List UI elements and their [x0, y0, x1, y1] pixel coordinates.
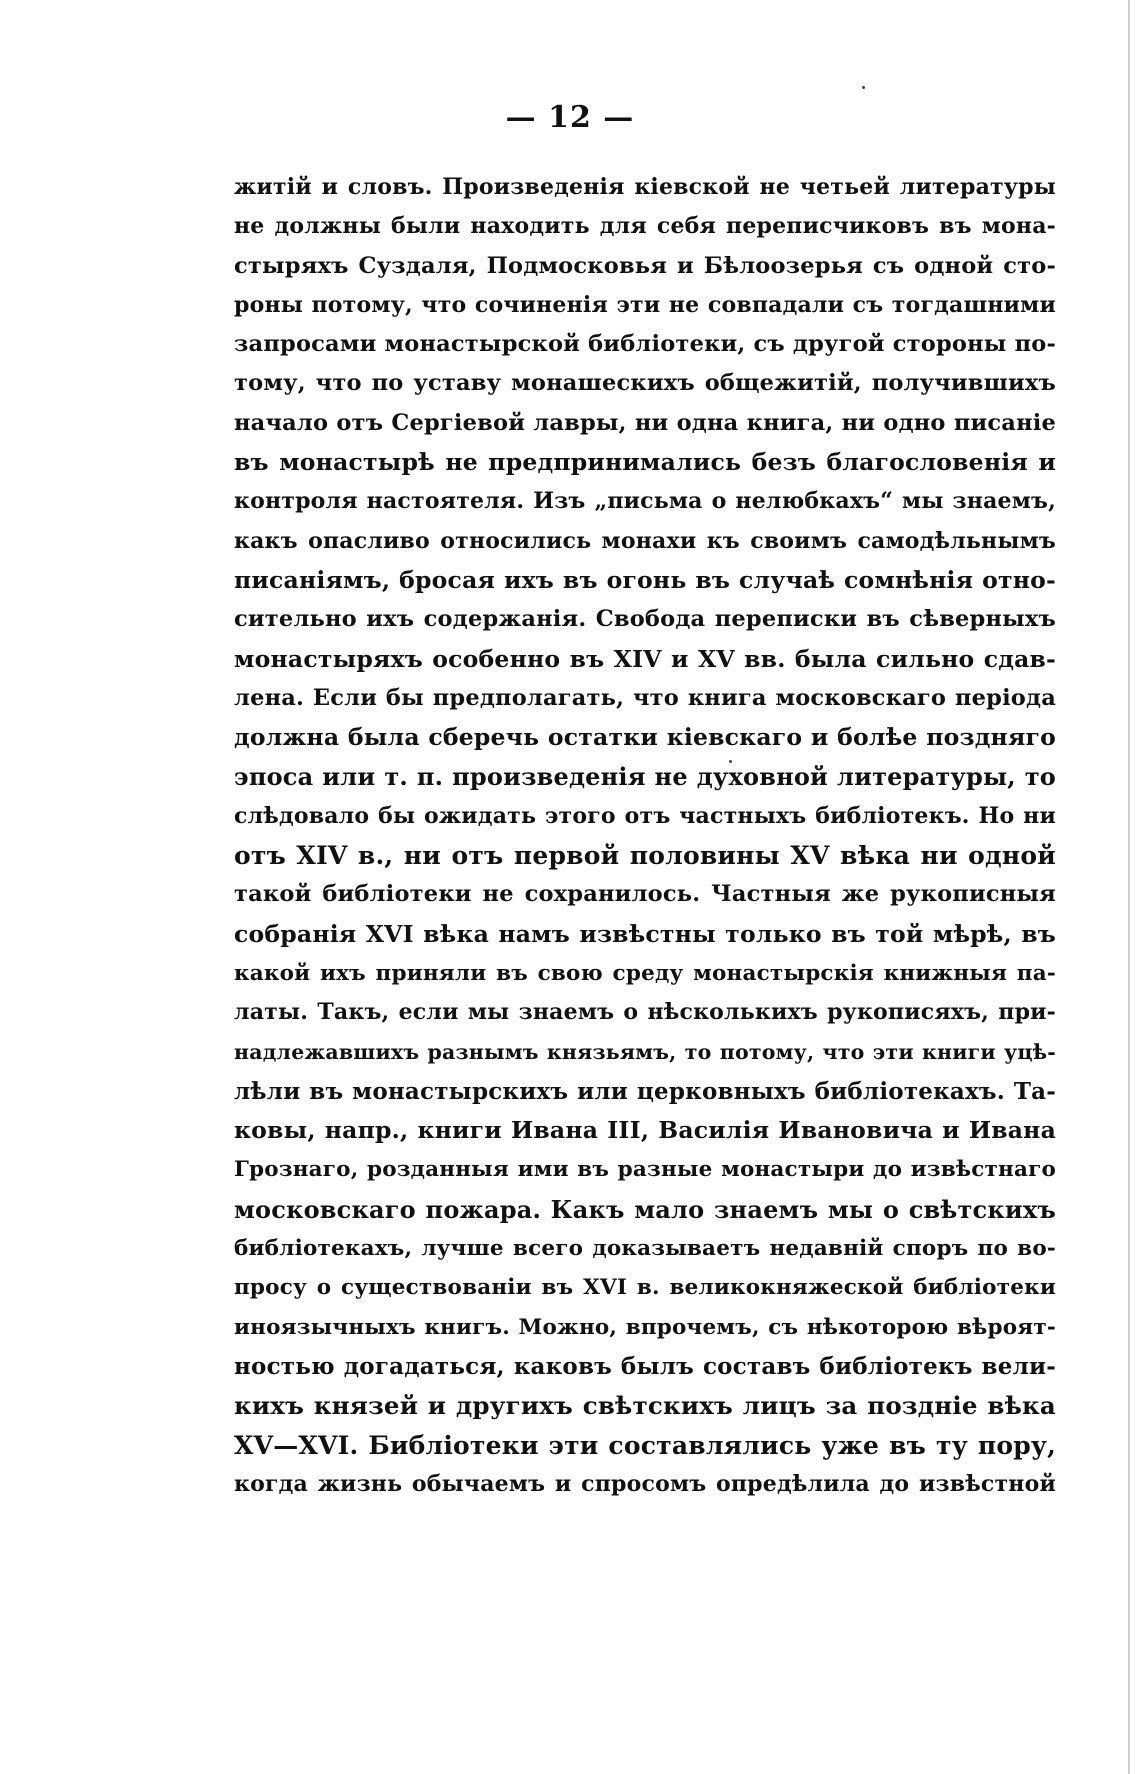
text-line: лена. Если бы предполагать, что книга московскаго періода — [234, 684, 1056, 711]
text-line: когда жизнь обычаемъ и спросомъ опредѣлила до извѣстной — [234, 1470, 1056, 1497]
text-line: московскаго пожара. Какъ мало знаемъ мы о свѣтскихъ — [234, 1194, 1056, 1224]
text-line: тому, что по уставу монашескихъ общежитій, получившихъ — [234, 370, 1056, 397]
text-line: слѣдовало бы ожидать этого отъ частныхъ библіотекъ. Но ни — [234, 802, 1056, 829]
text-line: Грознаго, розданныя ими въ разные монастыри до извѣстнаго — [234, 1157, 1056, 1183]
text-line: ковы, напр., книги Ивана III, Василія Ивановича и Ивана — [234, 1116, 1056, 1145]
text-line: такой библіотеки не сохранилось. Частныя же рукописныя — [234, 881, 1056, 908]
body-text — [234, 168, 1056, 1504]
text-line: сительно ихъ содержанія. Свобода переписки въ сѣверныхъ — [234, 606, 1056, 633]
text-line: XV—XVI. Библіотеки эти составлялись уже въ ту пору, — [234, 1430, 1056, 1460]
text-line: кихъ князей и другихъ свѣтскихъ лицъ за поздніе вѣка — [234, 1391, 1056, 1421]
text-line: латы. Такъ, если мы знаемъ о нѣсколькихъ рукописяхъ, при- — [234, 999, 1056, 1026]
text-line: начало отъ Сергіевой лавры, ни одна книга, ни одно писаніе — [234, 409, 1056, 436]
text-line: лѣли въ монастырскихъ или церковныхъ библіотекахъ. Та- — [234, 1077, 1056, 1105]
text-line: должна была сберечь остатки кіевскаго и болѣе поздняго — [234, 723, 1056, 752]
text-line: стыряхъ Суздаля, Подмосковья и Бѣлоозерья съ одной сто- — [234, 252, 1056, 279]
text-line: ностью догадаться, каковъ былъ составъ библіотекъ вели- — [234, 1352, 1056, 1380]
scan-speck — [862, 86, 865, 89]
text-line: просу о существованіи въ XVI в. великокняжеской библіотеки — [234, 1275, 1056, 1301]
text-line: отъ XIV в., ни отъ первой половины XV вѣка ни одной — [234, 841, 1056, 871]
scan-edge-line — [1128, 0, 1130, 1774]
text-line: писаніямъ, бросая ихъ въ огонь въ случаѣ сомнѣнія отно- — [234, 565, 1056, 594]
text-line: эпоса или т. п. произведенія не духовной литературы, то — [234, 762, 1056, 792]
text-line: библіотекахъ, лучше всего доказываетъ недавній споръ по во- — [234, 1236, 1056, 1262]
page-number: — 12 — — [505, 100, 635, 135]
text-line: роны потому, что сочиненія эти не совпадали съ тогдашними — [234, 291, 1056, 318]
text-line: запросами монастырской библіотеки, съ другой стороны по- — [234, 331, 1056, 358]
text-line: какой ихъ приняли въ свою среду монастырскія книжныя па- — [234, 960, 1056, 986]
text-line: собранія XVI вѣка намъ извѣстны только въ той мѣрѣ, въ — [234, 919, 1056, 948]
text-line: монастыряхъ особенно въ XIV и XV вв. была сильно сдав- — [234, 644, 1056, 673]
text-line: контроля настоятеля. Изъ „письма о нелюбкахъ“ мы знаемъ, — [234, 488, 1056, 515]
text-line: не должны были находить для себя переписчиковъ въ мона- — [234, 213, 1056, 240]
text-line: какъ опасливо относились монахи къ своимъ самодѣльнымъ — [234, 527, 1056, 554]
text-line: житій и словъ. Произведенія кіевской не четьей литературы — [234, 174, 1056, 200]
text-line: въ монастырѣ не предпринимались безъ благословенія и — [234, 448, 1056, 477]
text-line: надлежавшихъ разнымъ князьямъ, то потому, что эти книги уцѣ- — [234, 1039, 1056, 1064]
text-line: иноязычныхъ книгъ. Можно, впрочемъ, съ нѣкоторою вѣроят- — [234, 1314, 1056, 1340]
